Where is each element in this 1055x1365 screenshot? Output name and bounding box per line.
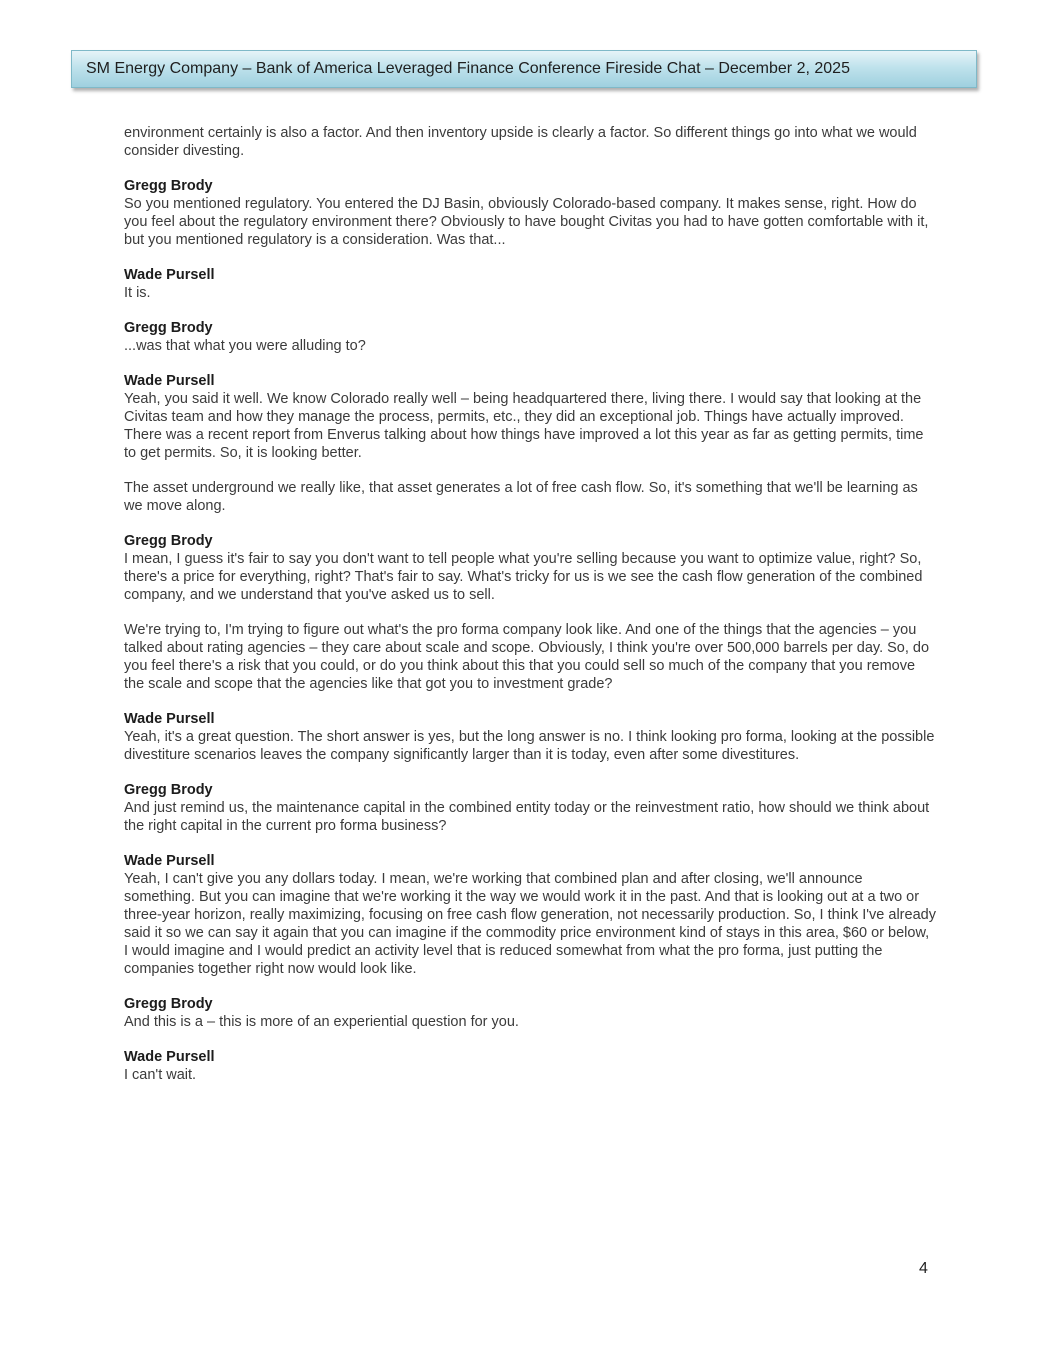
paragraph: And this is a – this is more of an experiential question for you. (124, 1014, 519, 1030)
speaker-name: Wade Pursell (124, 1049, 215, 1065)
transcript-intro (124, 124, 936, 160)
speaker-name: Gregg Brody (124, 996, 213, 1012)
speaker-block (124, 372, 936, 515)
paragraph: Yeah, you said it well. We know Colorado really well – being headquartered there, living there. I would say that looking at the Civitas team and how they manage the process, permits, etc., they did an exceptional job. Things have actually improved. There was a recent report from Enverus talking about how things have improved a lot this year as far as getting permits, time to get permits. So, it is looking better. (124, 391, 924, 461)
paragraph: I can't wait. (124, 1067, 197, 1083)
speaker-name: Wade Pursell (124, 853, 215, 869)
speaker-name: Gregg Brody (124, 320, 213, 336)
paragraph: Yeah, I can't give you any dollars today. I mean, we're working that combined plan and after closing, we'll announce something. But you can imagine that we're working it the way we would work it in the past. And that is looking out at a two or three-year horizon, really maximizing, focusing on free cash flow generation, not necessarily production. So, I think I've already said it so we can say it again that you can imagine if the commodity price environment kind of stays in this area, $60 or below, I would imagine and I would predict an activity level that is reduced somewhat from what the pro forma, just putting the companies together right now would look like. (124, 871, 936, 977)
speaker-name: Wade Pursell (124, 267, 215, 283)
paragraph: The asset underground we really like, that asset generates a lot of free cash flow. So, it's something that we'll be learning as we move along. (124, 480, 918, 514)
paragraph: So you mentioned regulatory. You entered the DJ Basin, obviously Colorado-based company. It makes sense, right. How do you feel about the regulatory environment there? Obviously to have bought Civitas you had to have gotten comfortable with it, but you mentioned regulatory is a consideration. Was that... (124, 196, 929, 248)
speaker-name: Wade Pursell (124, 711, 215, 727)
document-title: SM Energy Company – Bank of America Leveraged Finance Conference Fireside Chat – December 2, 2025 (86, 60, 850, 77)
paragraph: Yeah, it's a great question. The short answer is yes, but the long answer is no. I think looking pro forma, looking at the possible divestiture scenarios leaves the company significantly larger than it is today, even after some divestitures. (124, 729, 935, 763)
paragraph: We're trying to, I'm trying to figure out what's the pro forma company look like. And one of the things that the agencies – you talked about rating agencies – they care about scale and scope. Obviously, I think you're over 500,000 barrels per day. So, do you feel there's a risk that you could, or do you think about this that you could sell so much of the company that you remove the scale and scope that the agencies like that got you to investment grade? (124, 622, 930, 692)
speaker-name: Gregg Brody (124, 782, 213, 798)
paragraph: And just remind us, the maintenance capital in the combined entity today or the reinvestment ratio, how should we think about the right capital in the current pro forma business? (124, 800, 930, 834)
speaker-block (124, 710, 936, 764)
speaker-block (124, 319, 936, 355)
page-number: 4 (919, 1260, 928, 1277)
transcript-body (124, 124, 936, 1101)
transcript-exchanges (124, 177, 936, 1084)
paragraph: I mean, I guess it's fair to say you don't want to tell people what you're selling because you want to optimize value, right? So, there's a price for everything, right? That's fair to say. What's tricky for us is we see the cash flow generation of the combined company, and we understand that you've asked us to sell. (124, 551, 923, 603)
speaker-block (124, 177, 936, 249)
speaker-name: Wade Pursell (124, 373, 215, 389)
speaker-block (124, 266, 936, 302)
speaker-block (124, 532, 936, 693)
speaker-name: Gregg Brody (124, 178, 213, 194)
speaker-block (124, 852, 936, 978)
paragraph: It is. (124, 285, 151, 301)
speaker-block (124, 995, 936, 1031)
speaker-block (124, 1048, 936, 1084)
speaker-block (124, 781, 936, 835)
document-header-banner (71, 50, 977, 88)
paragraph: ...was that what you were alluding to? (124, 338, 366, 354)
speaker-name: Gregg Brody (124, 533, 213, 549)
paragraph: environment certainly is also a factor. And then inventory upside is clearly a factor. So different things go into what we would consider divesting. (124, 125, 917, 159)
